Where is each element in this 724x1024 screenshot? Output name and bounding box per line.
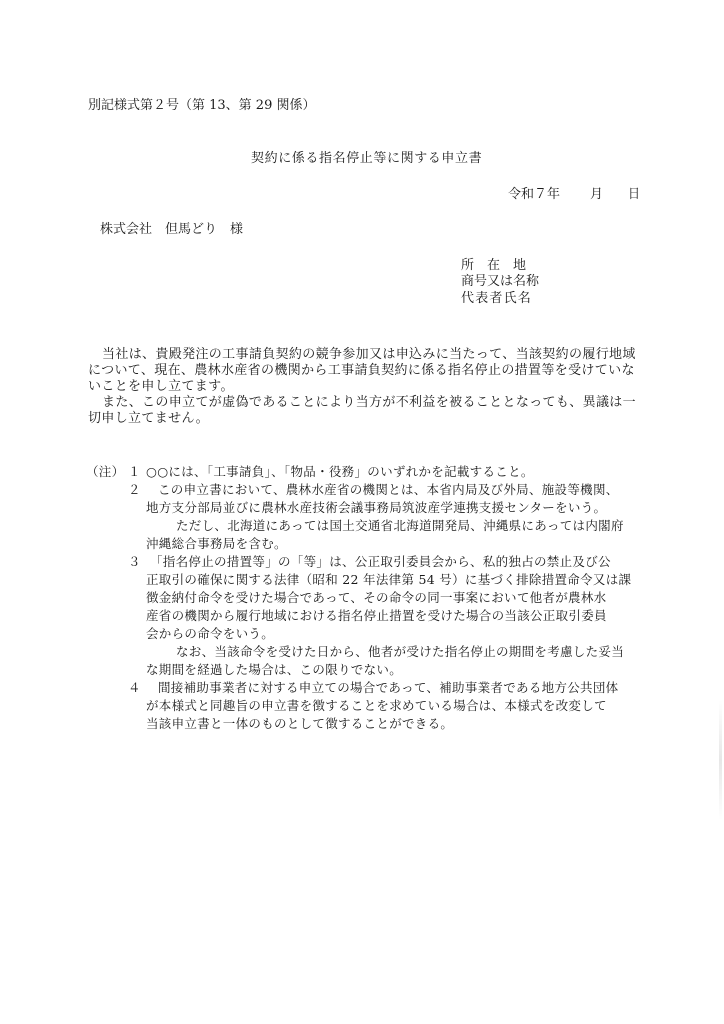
field-address: 所 在 地	[461, 258, 527, 273]
note-line: 正取引の確保に関する法律（昭和 22 年法律第 54 号）に基づく排除措置命令又は課	[146, 572, 632, 587]
note-line: 徴金納付命令を受けた場合であって、その命令の同一事案において他者が農林水	[146, 590, 607, 605]
notes-heading: （注）	[86, 464, 125, 479]
note-line: な期間を経過した場合は、この限りでない。	[146, 662, 403, 677]
date-day: 日	[628, 187, 641, 202]
field-representative: 代表者氏名	[461, 291, 533, 306]
note-line: が本様式と同趣旨の申立書を徴することを求めている場合は、本様式を改変して	[146, 698, 607, 713]
note-line: 「指名停止の措置等」の「等」は、公正取引委員会から、私的独占の禁止及び公	[150, 554, 611, 569]
statement-line: いことを申し立てます。	[88, 379, 234, 394]
addressee: 株式会社 但馬どり 様	[100, 222, 244, 237]
note-line: ○○には、「工事請負」、「物品・役務」のいずれかを記載すること。	[146, 464, 534, 479]
note-line: 沖縄総合事務局を含む。	[146, 536, 287, 551]
note-line: 地方支分部局並びに農林水産技術会議事務局筑波産学連携支援センターをいう。	[146, 500, 607, 515]
note-number: ３	[128, 554, 141, 569]
statement-line: について、現在、農林水産省の機関から工事請負契約に係る指名停止の措置等を受けていな	[88, 363, 635, 378]
field-company-name: 商号又は名称	[461, 274, 540, 289]
statement-line: 当社は、貴殿発注の工事請負契約の競争参加又は申込みに当たって、当該契約の履行地域	[102, 347, 636, 362]
note-line: ただし、北海道にあっては国土交通省北海道開発局、沖縄県にあっては内閣府	[176, 518, 624, 533]
note-line: 間接補助事業者に対する申立ての場合であって、補助事業者である地方公共団体	[158, 680, 619, 695]
note-line: 産省の機関から履行地域における指名停止措置を受けた場合の当該公正取引委員	[146, 608, 607, 623]
statement-line: また、この申立てが虚偽であることにより当方が不利益を被ることとなっても、異議は一	[102, 395, 637, 410]
note-line: 会からの命令をいう。	[146, 626, 275, 641]
date-era-year: 令和７年	[508, 187, 561, 202]
form-label: 別記様式第２号（第 13、第 29 関係）	[88, 98, 316, 113]
note-number: ４	[128, 680, 141, 695]
note-line: なお、当該命令を受けた日から、他者が受けた指名停止の期間を考慮した妥当	[176, 644, 625, 659]
scan-edge-shadow	[719, 700, 722, 820]
note-line: 当該申立書と一体のものとして徴することができる。	[146, 716, 454, 731]
document-title: 契約に係る指名停止等に関する申立書	[251, 151, 483, 166]
note-line: この申立書において、農林水産省の機関とは、本省内局及び外局、施設等機関、	[158, 482, 619, 497]
statement-line: 切申し立てません。	[88, 411, 209, 426]
note-number: １	[128, 464, 141, 479]
date-month: 月	[590, 187, 604, 202]
note-number: ２	[128, 482, 141, 497]
